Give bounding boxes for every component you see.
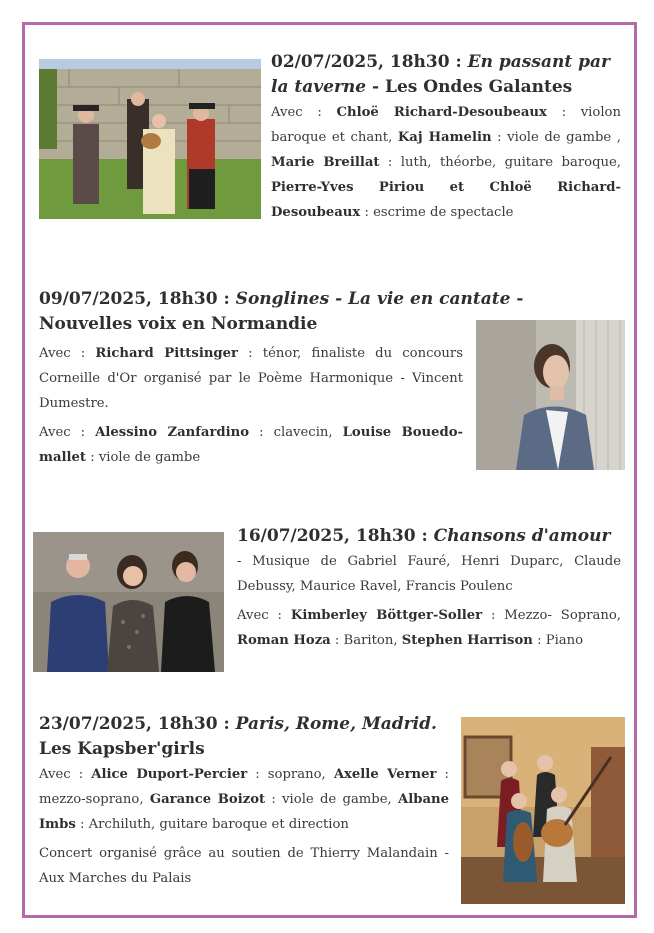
event-4-performers: Avec : Alice Duport-Percier : soprano, Axelle Verner : mezzo-soprano, Garance Boizot : viole de gambe, Albane Imbs : Archiluth, guitare baroque et direction (39, 767, 450, 832)
event-2-heading: 09/07/2025, 18h30 : Songlines - La vie en cantate - Nouvelles voix en Normandie (39, 289, 524, 334)
event-3-heading (237, 524, 621, 549)
photo-trio (33, 532, 224, 672)
event-group: Les Kapsber'girls (39, 739, 205, 759)
event-2-performers: Avec : Richard Pittsinger : ténor, finaliste du concours Corneille d'Or organisé par le Poème Harmonique - Vincent Dumestre. (39, 346, 463, 411)
event-4-heading (39, 712, 449, 762)
event-2-text (39, 341, 463, 470)
photo-kapsbergirls (461, 717, 625, 904)
event-date: 23/07/2025, 18h30 : (39, 714, 236, 734)
event-1 (271, 50, 621, 225)
event-group: Les Ondes Galantes (385, 77, 573, 97)
event-date: 02/07/2025, 18h30 : (271, 52, 468, 72)
event-title: Chansons d'amour (433, 526, 611, 546)
photo-richard-pittsinger (476, 320, 625, 470)
event-title: Paris, Rome, Madrid. (235, 714, 437, 734)
event-3-performers: Avec : Kimberley Böttger-Soller : Mezzo- Soprano, Roman Hoza : Bariton, Stephen Harrison : Piano (237, 608, 621, 648)
event-3-program: - Musique de Gabriel Fauré, Henri Duparc, Claude Debussy, Maurice Ravel, Francis Poulenc (237, 554, 621, 594)
event-date: 16/07/2025, 18h30 : (237, 526, 434, 546)
event-1-heading: 02/07/2025, 18h30 : En passant par la taverne - Les Ondes Galantes (271, 52, 610, 97)
event-title: En passant par la taverne (271, 52, 610, 97)
event-2-performers-2: Avec : Alessino Zanfardino : clavecin, Louise Bouedo-mallet : viole de gambe (39, 425, 463, 465)
event-title: Songlines - La vie en cantate (235, 289, 511, 309)
photo-ondes-galantes (39, 59, 261, 219)
event-4-note: Concert organisé grâce au soutien de Thierry Malandain - Aux Marches du Palais (39, 846, 449, 886)
event-3 (237, 524, 621, 653)
event-date: 09/07/2025, 18h30 : (39, 289, 236, 309)
event-4 (39, 712, 449, 891)
event-1-performers: Avec : Chloë Richard-Desoubeaux : violon baroque et chant, Kaj Hamelin : viole de gambe , Marie Breillat : luth, théorbe, guitare baroque, Pierre-Yves Piriou et Chloë Richard-Desoubeaux : escrime de spectacle (271, 105, 622, 220)
event-group: Nouvelles voix en Normandie (39, 314, 318, 334)
